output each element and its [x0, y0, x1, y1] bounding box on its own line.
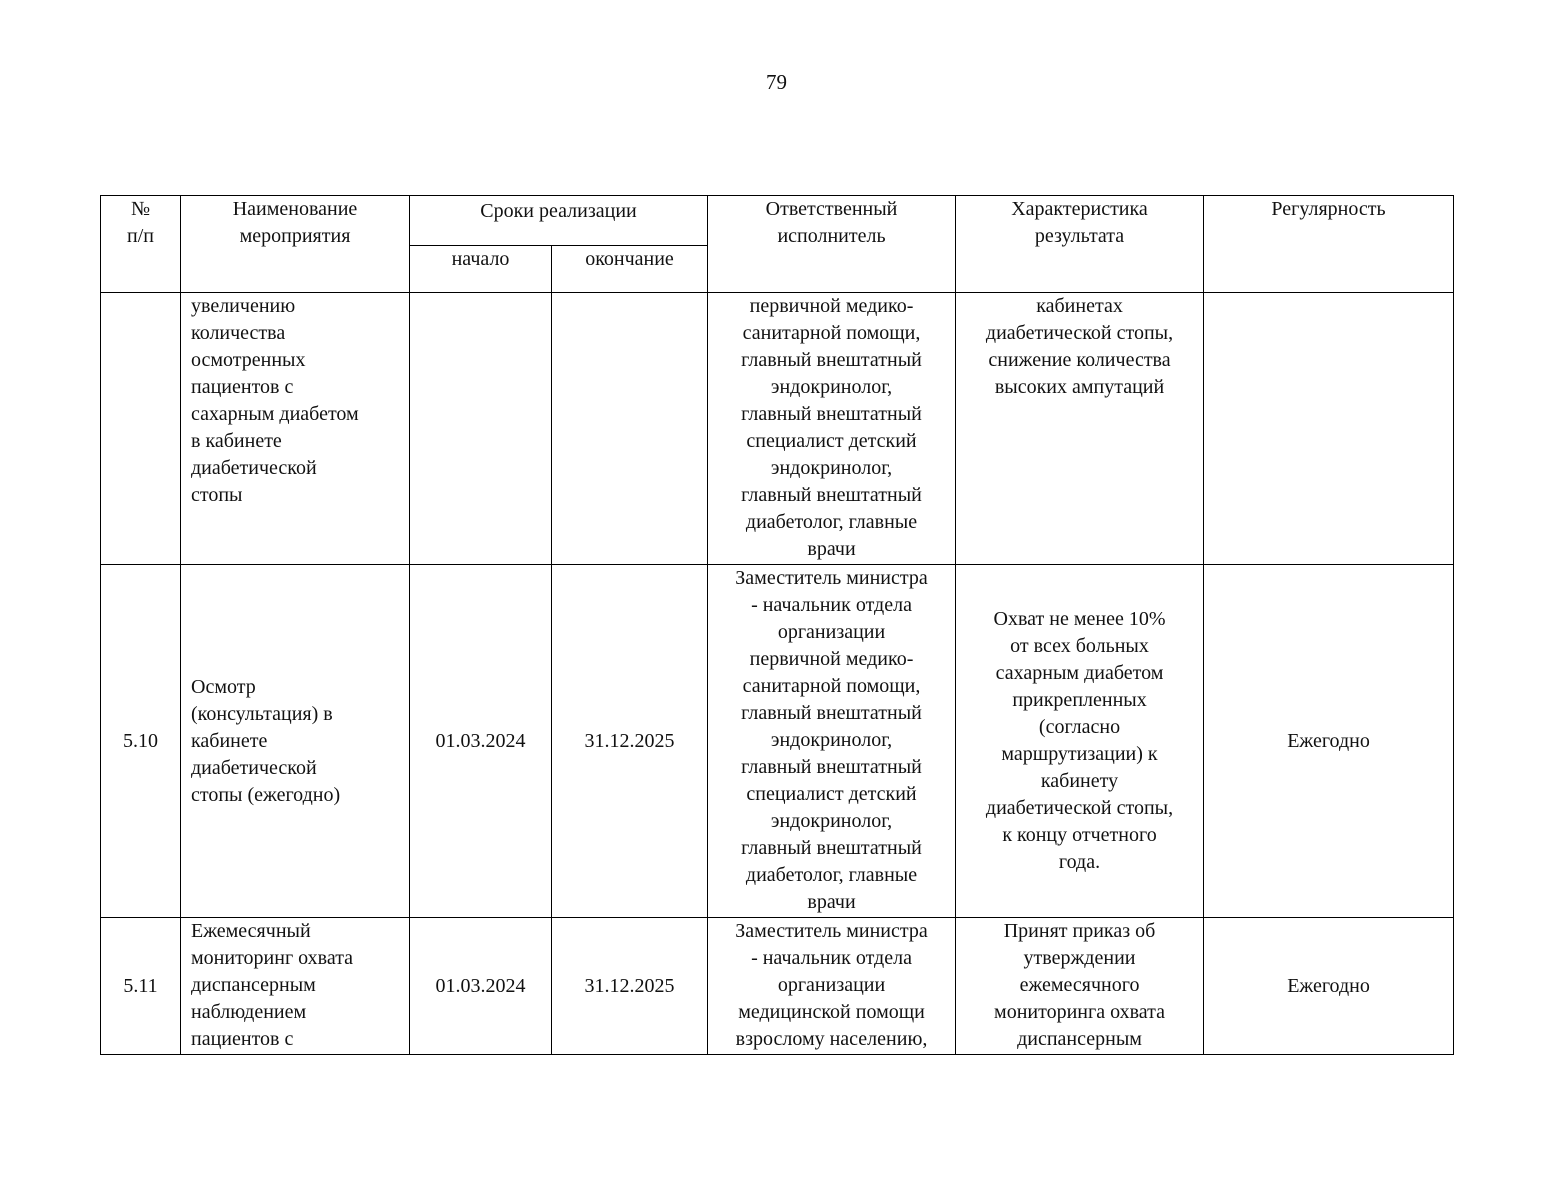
table-row	[101, 565, 1454, 918]
row-regularity: Ежегодно	[1204, 565, 1454, 918]
row-name: Ежемесячный мониторинг охвата диспансерным наблюдением пациентов с	[181, 918, 410, 1055]
header-end: окончание	[552, 246, 708, 293]
row-num: 5.10	[101, 565, 181, 918]
header-start: начало	[410, 246, 552, 293]
page-number: 79	[766, 70, 787, 94]
table-row	[101, 918, 1454, 1055]
row-end	[552, 293, 708, 565]
row-result: Принят приказ об утверждении ежемесячного мониторинга охвата диспансерным	[956, 918, 1204, 1055]
header-regularity: Регулярность	[1204, 196, 1454, 293]
row-start: 01.03.2024	[410, 918, 552, 1055]
header-result: Характеристика результата	[956, 196, 1204, 293]
header-terms: Сроки реализации	[410, 196, 708, 246]
row-result: Охват не менее 10% от всех больных сахарным диабетом прикрепленных (согласно маршрутизации) к кабинету диабетической стопы, к концу отчетного года.	[956, 565, 1204, 918]
header-num: № п/п	[101, 196, 181, 293]
row-end: 31.12.2025	[552, 565, 708, 918]
row-result: кабинетах диабетической стопы, снижение количества высоких ампутаций	[956, 293, 1204, 565]
header-name: Наименование мероприятия	[181, 196, 410, 293]
header-responsible: Ответственный исполнитель	[708, 196, 956, 293]
events-table	[100, 195, 1454, 1055]
table-row	[101, 293, 1454, 565]
row-num	[101, 293, 181, 565]
row-name: увеличению количества осмотренных пациентов с сахарным диабетом в кабинете диабетической стопы	[181, 293, 410, 565]
table-header-row	[101, 196, 1454, 246]
row-end: 31.12.2025	[552, 918, 708, 1055]
row-start: 01.03.2024	[410, 565, 552, 918]
row-regularity: Ежегодно	[1204, 918, 1454, 1055]
row-start	[410, 293, 552, 565]
row-responsible: Заместитель министра - начальник отдела организации первичной медико- санитарной помощи, главный внештатный эндокринолог, главный внештатный специалист детский эндокринолог, главный внештатный диабетолог, главные врачи	[708, 565, 956, 918]
row-regularity	[1204, 293, 1454, 565]
row-responsible: Заместитель министра - начальник отдела организации медицинской помощи взрослому населению,	[708, 918, 956, 1055]
row-name: Осмотр (консультация) в кабинете диабетической стопы (ежегодно)	[181, 565, 410, 918]
row-responsible: первичной медико- санитарной помощи, главный внештатный эндокринолог, главный внештатный специалист детский эндокринолог, главный внештатный диабетолог, главные врачи	[708, 293, 956, 565]
row-num: 5.11	[101, 918, 181, 1055]
